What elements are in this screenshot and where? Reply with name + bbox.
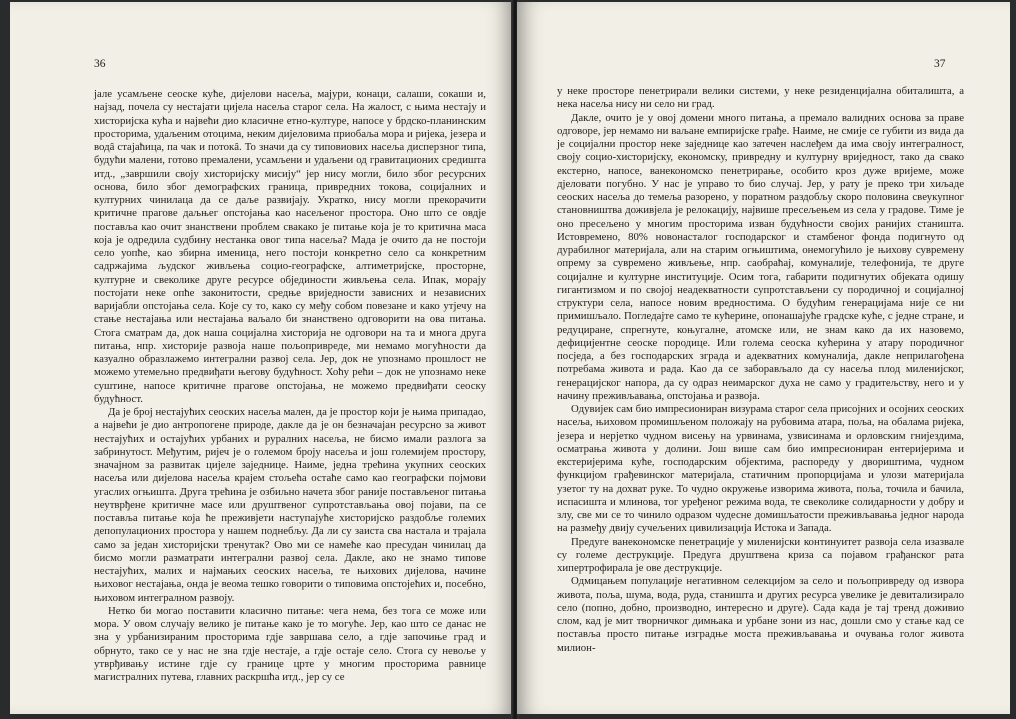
- body-text: [557, 85, 964, 655]
- paragraph: Нетко би могао поставити класично питање: чега нема, без тога се може или мора. У овом случају велико је питање како је то могуће. Јер, као што се данас не зна у урбанизираним просторима гдје завршава село, а гдје започиње град и обрнуто, тако се у нас не зна гдје нестаје, а гдје остаје село. Стога су невоље у утврђивању истине гдје су границе црте у многим просторима равнице магистралних путева, главних раскршћа итд., јер су се: [94, 604, 486, 683]
- paragraph: Да је број нестајућих сеоских насеља мален, да је простор који је њима припадао, а највећи је дио антропогене природе, дакле да је он безначајан ресурсно за живот нестајућих и остајућих урбаних и руралних насеља, не бисмо имали разлога за забринутост. Међутим, ријеч је о големом броју насеља и још големијем простору, значајном за развитак цијеле заједнице. Наиме, једна трећина укупних сеоских насеља или дијелова насеља крајем стољећа остаће само као географски појмови угаслих огњишта. Друга трећина је озбиљно начета због раније постављеног питања неутврђене критичне масе или друштвеног супротстављања овој појави, па се поставља питање која ће преживјети наступајуће хисторијско раздобље големих депопулационих простора у нашем поднебљу. Да ли су заиста сва настала и трајала само за један хисторијски тренутак? Ово ми се намеће као пресудан чинилац да бисмо могли разматрати интегрални развој села. Дакле, ако не знамо типове нестајућих, малих и најмањих сеоских насеља, те њихових дијелова, начине њиховог нестајања, онда је веома тешко говорити о типовима опстојећих и, посебно, њиховом интегралном развоју.: [94, 406, 486, 604]
- paragraph: у неке просторе пенетрирали велики системи, у неке резиденцијална обиталишта, а нека насеља нису ни село ни град.: [557, 85, 964, 111]
- paragraph: Одмицањем популације негативном селекцијом за село и пољопривреду од извора живота, поља, шума, вода, руда, станишта и других ресурса увелике је девитализирало село (попно, добно, производно, интересно и друге). Сада када је тај тренд доживио слом, кад је мит творничког димњака и урбане зони из нас, дошли смо у стање кад се поставља просто питање изградње моста преживљавања и очувања голог живота милион-: [557, 575, 964, 654]
- paragraph: Предуге ванекономске пенетрације у миленијски континуитет развоја села изазвале су големе деструкције. Предуга друштвена криза са појавом грађанског рата хипертрофирала је ове деструкције.: [557, 535, 964, 574]
- paragraph: јале усамљене сеоске куће, дијелови насеља, мајури, конаци, салаши, сокаши и, најзад, почела су нестајати цијела насеља старог села. На жалост, с њима нестају и хисторијска кућа и највећи дио класичне етно-културе, напосе у брдско-планинским просторима, удаљеним отоцима, неким дијеловима приобаља мора и ријека, језера и водâ стајаћица, па чак и потокâ. То значи да су типовиових насеља дисперзног типа, будући малени, готово премалени, усамљени и удаљени од гравитационих средишта итд., „завршили своју хисторијску мисију“ јер нису могли, било због ресурсних основа, било због демографских граница, привредних токова, социјалних и културних чинилаца да се даље развијају. Укратко, нису могли прекорачити критичне прагове даљњег опстојања као насељеног простора. Оно што се овдје поставља као очит знанствени проблем свакако је питање која је то критична маса која је одредила судбину нестанка овог типа насеља? Мада је очито да не постоји село уопће, као збирна именица, него постоји конкретно село са конкретним садржајима људског живљења социо-географске, алтиметријске, просторне, културне и свеколике друге ресурсе објединости живљења села. Ипак, морају постојати неке опће законитости, средње вриједности зависних и независних варијабли опстојања села. Које су то, како су међу собом повезане и како утјечу на стање нестајања или нестајања ваљало би знанствено одговорити на ова питања. Стога сматрам да, док наша социјална хисторија не одговори на та и многа друга питања, нпр. хисторије развоја наше пољопривреде, ми немамо могућности да казуално образлажемо интегрални развој села. Јер, док не упознамо прошлост не можемо утемељно предвиђати његову будућност. Хоћу рећи – док не упознамо неке суштине, напосе критичне прагове опстојања, не можемо предвиђати сеоску будућност.: [94, 88, 486, 405]
- page-number: 37: [934, 58, 946, 70]
- paragraph: Одувијек сам био импресиониран визурама старог села присојних и осојних сеоских насеља, њиховом промишљеном положају на рубовима атара, поља, на обалама ријека, језера и нерјетко чудном висењу на урвинама, узвисинама и орловским гнијездима, осматрања живота у долини. Још више сам био импресиониран ентеријерима и екстеријерима куће, господарским објектима, распореду у двориштима, чудном функцијом грађевинског материјала, статичним пропорцијама и улози материјала узетог ту на дохват руке. То чудно окружење изворима живота, поља, точила и бачила, испасишта и млинова, тог уређеног режима вода, те свеколике солидарности у добру и злу, све ми се то чинило одразом чудесне домишљатости преживљавања једног народа на размеђу двију сучељених цивилизација Истока и Запада.: [557, 403, 964, 535]
- body-text: [94, 88, 486, 684]
- left-page: [10, 2, 513, 714]
- paragraph: Дакле, очито је у овој домени много питања, а премало валидних основа за праве одговоре, јер немамо ни ваљане емпиријске грађе. Наиме, не смије се губити из вида да је социјални простор неке заједнице као затечен наслеђем да има своју интегралност, своју социо-хисторијску, економску, привредну и културну вриједност, тако да свако екстерно, напосе, ванекономско пенетрирање, особито кроз дуже вријеме, може дјеловати погубно. У нас је управо то био случај. Јер, у рату је преко три хиљаде сеоских насеља до темеља разорено, у поратном раздобљу скоро половина свеукупног становништва доживјела је релокацију, највише пресељењем из села у градове. Тиме је оно пресељено у многим просторима изван будућности својих ранијих станишта. Истовремено, 80% новонасталог господарског и стамбеног фонда подигнуто од дурабилног материјала, али на старим огњиштима, онемогућило је њихову сувремену опрему за сувремено живљење, нпр. саобраћај, комуналије, телефонија, те друге социјалне и културне институције. Осим тога, габарити подигнутих објеката одишу гигантизмом и по својој неадекватности супротстављени су породичној и социјалној структури села, напосе новим вредностима. О будућим генерацијама није се ни примишљало. Погледајте само те кућерине, опонашајуће градске куће, с једне стране, и редуциране, спрегнуте, коњугалне, атомске или, не знам како да их назовемо, дефицијентне сеоске породице. Или голема сеоска кућерина у атару породичног посједа, а без господарских зграда и адекватних комуналија, дакле неприлагођена потребама живота и рада. Као да се заборављало да су насеља плод миленијског, генерацијског напора, да су одраз неимарског духа не само у градитељству, него и у начину преживљавања, опстојања и развоја.: [557, 111, 964, 402]
- right-page: [517, 2, 1010, 714]
- page-number: 36: [94, 58, 106, 70]
